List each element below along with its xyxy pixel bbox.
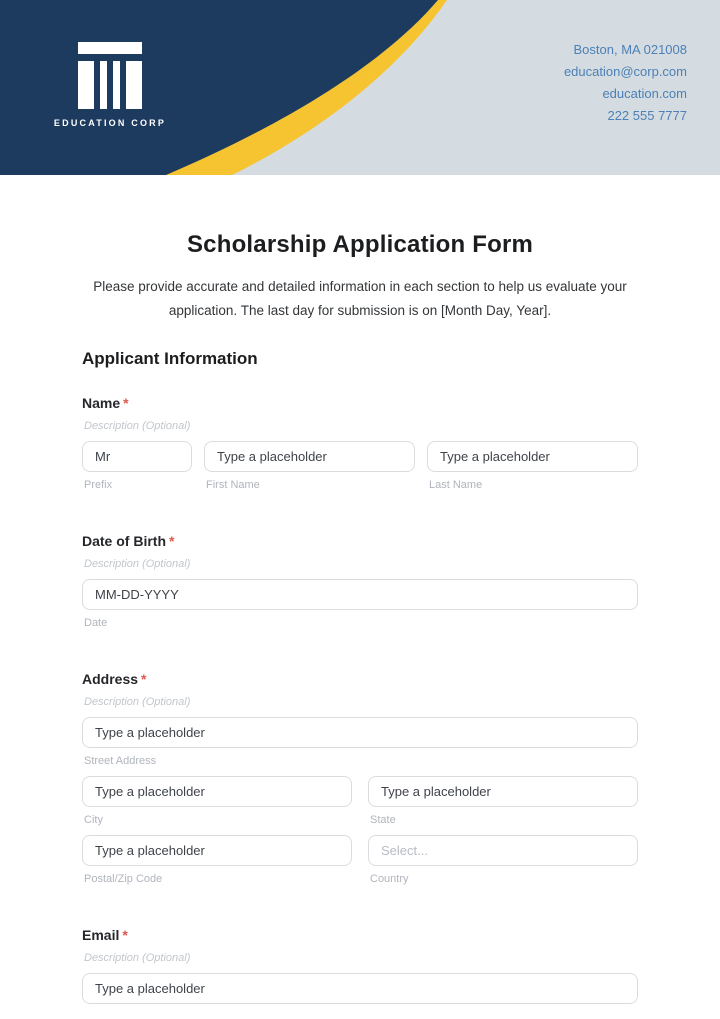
contact-block xyxy=(564,39,687,127)
contact-phone: 222 555 7777 xyxy=(607,108,687,123)
first-name-column xyxy=(204,441,415,491)
email-label: Email * xyxy=(82,927,128,943)
street-address-row xyxy=(82,717,638,767)
required-asterisk: * xyxy=(169,533,175,549)
postal-code-sublabel: Postal/Zip Code xyxy=(84,873,163,885)
date-sublabel: Date xyxy=(84,617,108,629)
state-sublabel: State xyxy=(370,814,396,826)
email-input-row xyxy=(82,973,638,1004)
state-column xyxy=(368,776,638,826)
date-input-row xyxy=(82,579,638,629)
city-state-row xyxy=(82,776,638,826)
date-of-birth-label: Date of Birth * xyxy=(82,533,175,549)
country-column xyxy=(368,835,638,885)
street-address-column xyxy=(82,717,638,767)
columns-building-icon xyxy=(78,42,142,109)
postal-code-input[interactable] xyxy=(82,835,352,866)
city-input[interactable] xyxy=(82,776,352,807)
name-description-hint: Description (Optional) xyxy=(84,420,191,432)
country-sublabel: Country xyxy=(370,873,409,885)
contact-address: Boston, MA 021008 xyxy=(573,42,687,57)
company-name: EDUCATION CORP xyxy=(53,118,167,128)
last-name-input[interactable] xyxy=(427,441,638,472)
required-asterisk: * xyxy=(123,395,129,411)
street-address-sublabel: Street Address xyxy=(84,755,157,767)
prefix-column xyxy=(82,441,192,491)
field-group-email xyxy=(82,927,638,1004)
prefix-input[interactable] xyxy=(82,441,192,472)
name-label: Name * xyxy=(82,395,129,411)
form-page xyxy=(82,231,638,1004)
date-of-birth-input[interactable] xyxy=(82,579,638,610)
postal-country-row xyxy=(82,835,638,885)
letterhead-header xyxy=(0,0,720,175)
city-sublabel: City xyxy=(84,814,103,826)
required-asterisk: * xyxy=(122,927,128,943)
contact-website: education.com xyxy=(602,86,687,101)
last-name-column xyxy=(427,441,638,491)
city-column xyxy=(82,776,352,826)
email-input[interactable] xyxy=(82,973,638,1004)
prefix-sublabel: Prefix xyxy=(84,479,113,491)
required-asterisk: * xyxy=(141,671,147,687)
first-name-sublabel: First Name xyxy=(206,479,260,491)
email-column xyxy=(82,973,638,1004)
last-name-sublabel: Last Name xyxy=(429,479,483,491)
field-group-name xyxy=(82,395,638,491)
form-title: Scholarship Application Form xyxy=(186,231,534,258)
field-group-date-of-birth xyxy=(82,533,638,629)
email-description-hint: Description (Optional) xyxy=(84,952,191,964)
country-select[interactable] xyxy=(368,835,638,866)
company-logo xyxy=(50,42,170,128)
address-label: Address * xyxy=(82,671,147,687)
date-column xyxy=(82,579,638,629)
form-subtitle: Please provide accurate and detailed information in each section to help us evaluate your application. The last day for submission is on [Month Day, Year]. xyxy=(93,279,627,318)
address-description-hint: Description (Optional) xyxy=(84,696,191,708)
section-heading-applicant-information: Applicant Information xyxy=(82,349,258,368)
state-input[interactable] xyxy=(368,776,638,807)
name-input-row xyxy=(82,441,638,491)
first-name-input[interactable] xyxy=(204,441,415,472)
street-address-input[interactable] xyxy=(82,717,638,748)
contact-email: education@corp.com xyxy=(563,64,687,79)
field-group-address xyxy=(82,671,638,885)
date-of-birth-description-hint: Description (Optional) xyxy=(84,558,191,570)
postal-code-column xyxy=(82,835,352,885)
